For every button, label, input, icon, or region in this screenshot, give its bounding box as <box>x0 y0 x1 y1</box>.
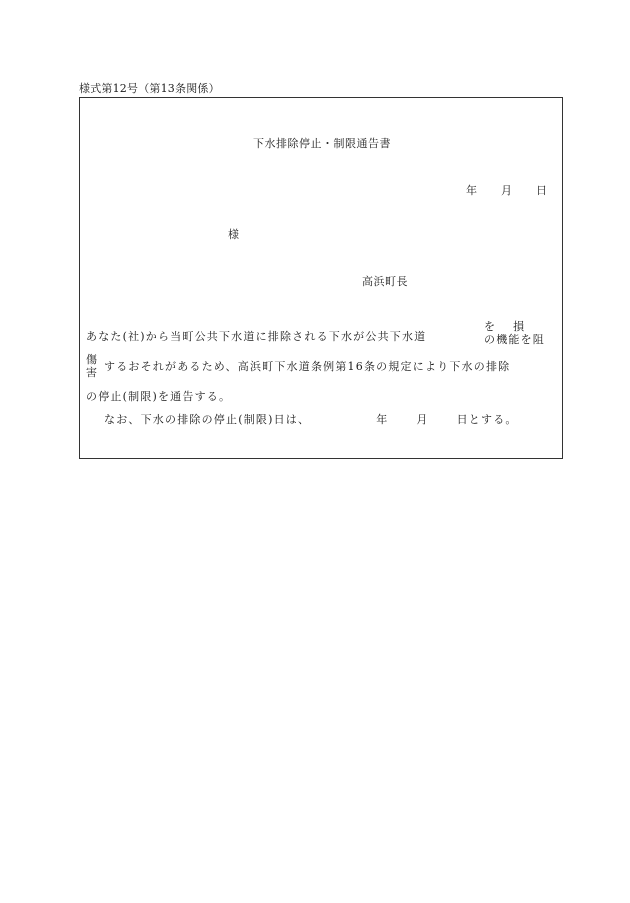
suspension-month-label: 月 <box>416 413 429 426</box>
stacked-choice-bottom: の機能を阻 <box>484 333 545 346</box>
stacked-choice-top: を 損 <box>484 320 526 333</box>
stacked-choice-top: 傷 <box>86 353 99 366</box>
suspension-date-prefix: なお、下水の排除の停止(制限)日は、 <box>104 413 311 426</box>
suspension-date-suffix: 日とする。 <box>456 413 518 426</box>
body-line-2: するおそれがあるため、高浜町下水道条例第16条の規定により下水の排除 <box>104 360 511 373</box>
addressee-suffix: 様 <box>228 228 239 241</box>
body-line-1: あなた(社)から当町公共下水道に排除される下水が公共下水道 <box>86 330 427 343</box>
suspension-year-label: 年 <box>376 413 389 426</box>
document-title: 下水排除停止・制限通告書 <box>253 137 391 150</box>
form-number: 様式第12号（第13条関係） <box>79 82 220 95</box>
body-line-3: の停止(制限)を通告する。 <box>86 390 232 403</box>
date-year-label: 年 <box>466 184 477 197</box>
sender-name: 高浜町長 <box>362 275 408 288</box>
body-line-2-stacked-choice <box>86 353 98 379</box>
body-line-4 <box>104 411 518 427</box>
stacked-choice-bottom: 害 <box>86 366 99 379</box>
date-day-label: 日 <box>536 184 547 197</box>
body-line-1-stacked-choice <box>484 320 545 346</box>
date-month-label: 月 <box>501 184 512 197</box>
notice-frame <box>79 97 563 459</box>
